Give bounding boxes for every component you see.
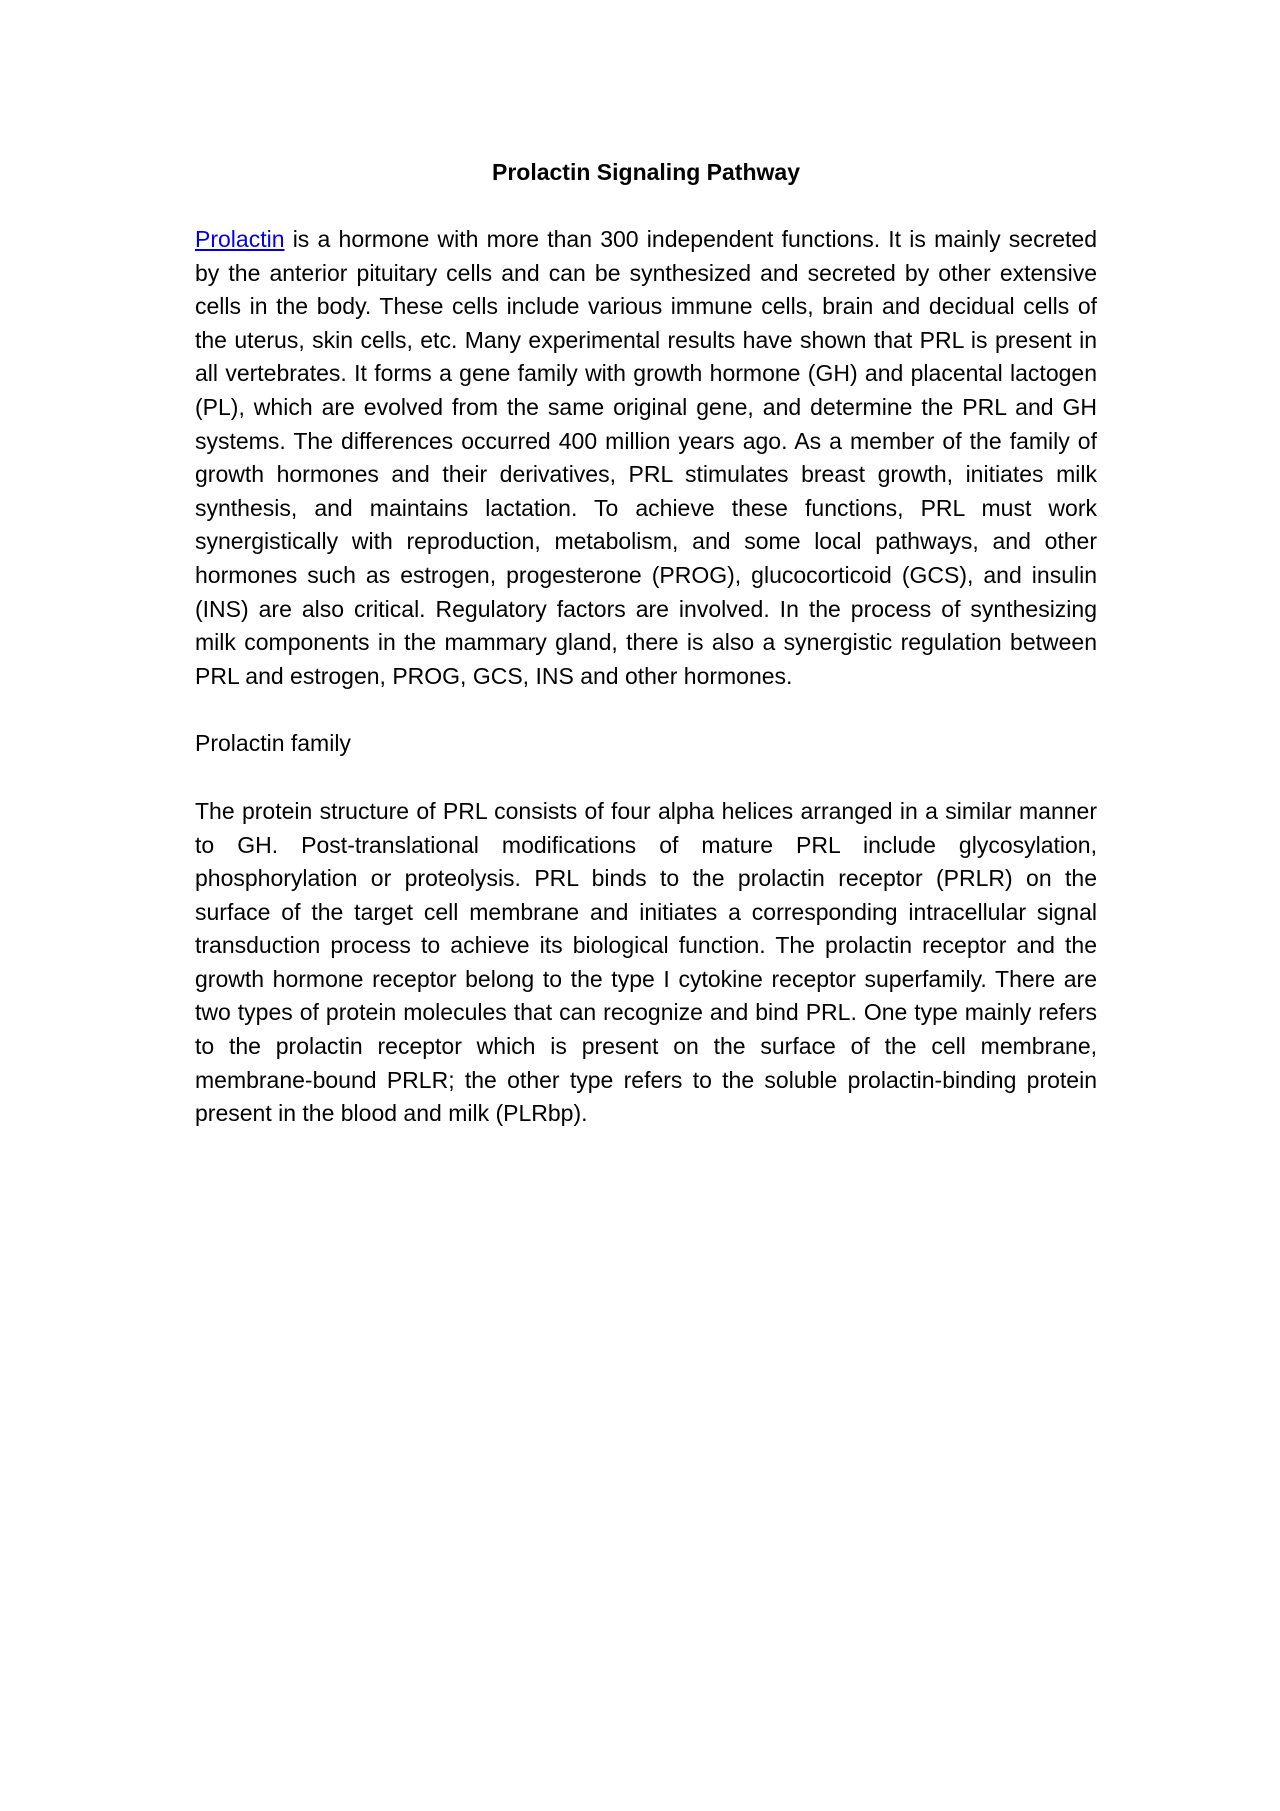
intro-paragraph-text: is a hormone with more than 300 independent functions. It is mainly secreted by the anterior pituitary cells and can be synthesized and secreted by other extensive cells in the body. These cells include various immune cells, brain and decidual cells of the uterus, skin cells, etc. Many experimental results have shown that PRL is present in all vertebrates. It forms a gene family with growth hormone (GH) and placental lactogen (PL), which are evolved from the same original gene, and determine the PRL and GH systems. The differences occurred 400 million years ago. As a member of the family of growth hormones and their derivatives, PRL stimulates breast growth, initiates milk synthesis, and maintains lactation. To achieve these functions, PRL must work synergistically with reproduction, metabolism, and some local pathways, and other hormones such as estrogen, progesterone (PROG), glucocorticoid (GCS), and insulin (INS) are also critical. Regulatory factors are involved. In the process of synthesizing milk components in the mammary gland, there is also a synergistic regulation between PRL and estrogen, PROG, GCS, INS and other hormones.: [195, 226, 1097, 689]
prolactin-link[interactable]: Prolactin: [195, 226, 285, 252]
section-heading-prolactin-family: Prolactin family: [195, 730, 351, 757]
document-title: Prolactin Signaling Pathway: [491, 159, 800, 185]
document-content: [195, 156, 1097, 1131]
protein-structure-paragraph: The protein structure of PRL consists of four alpha helices arranged in a similar manner to GH. Post-translational modifications of mature PRL include glycosylation, phosphorylation or proteolysis. PRL binds to the prolactin receptor (PRLR) on the surface of the target cell membrane and initiates a corresponding intracellular signal transduction process to achieve its biological function. The prolactin receptor and the growth hormone receptor belong to the type I cytokine receptor superfamily. There are two types of protein molecules that can recognize and bind PRL. One type mainly refers to the prolactin receptor which is present on the surface of the cell membrane, membrane-bound PRLR; the other type refers to the soluble prolactin-binding protein present in the blood and milk (PLRbp).: [195, 797, 1097, 1127]
intro-paragraph: [195, 223, 1097, 693]
